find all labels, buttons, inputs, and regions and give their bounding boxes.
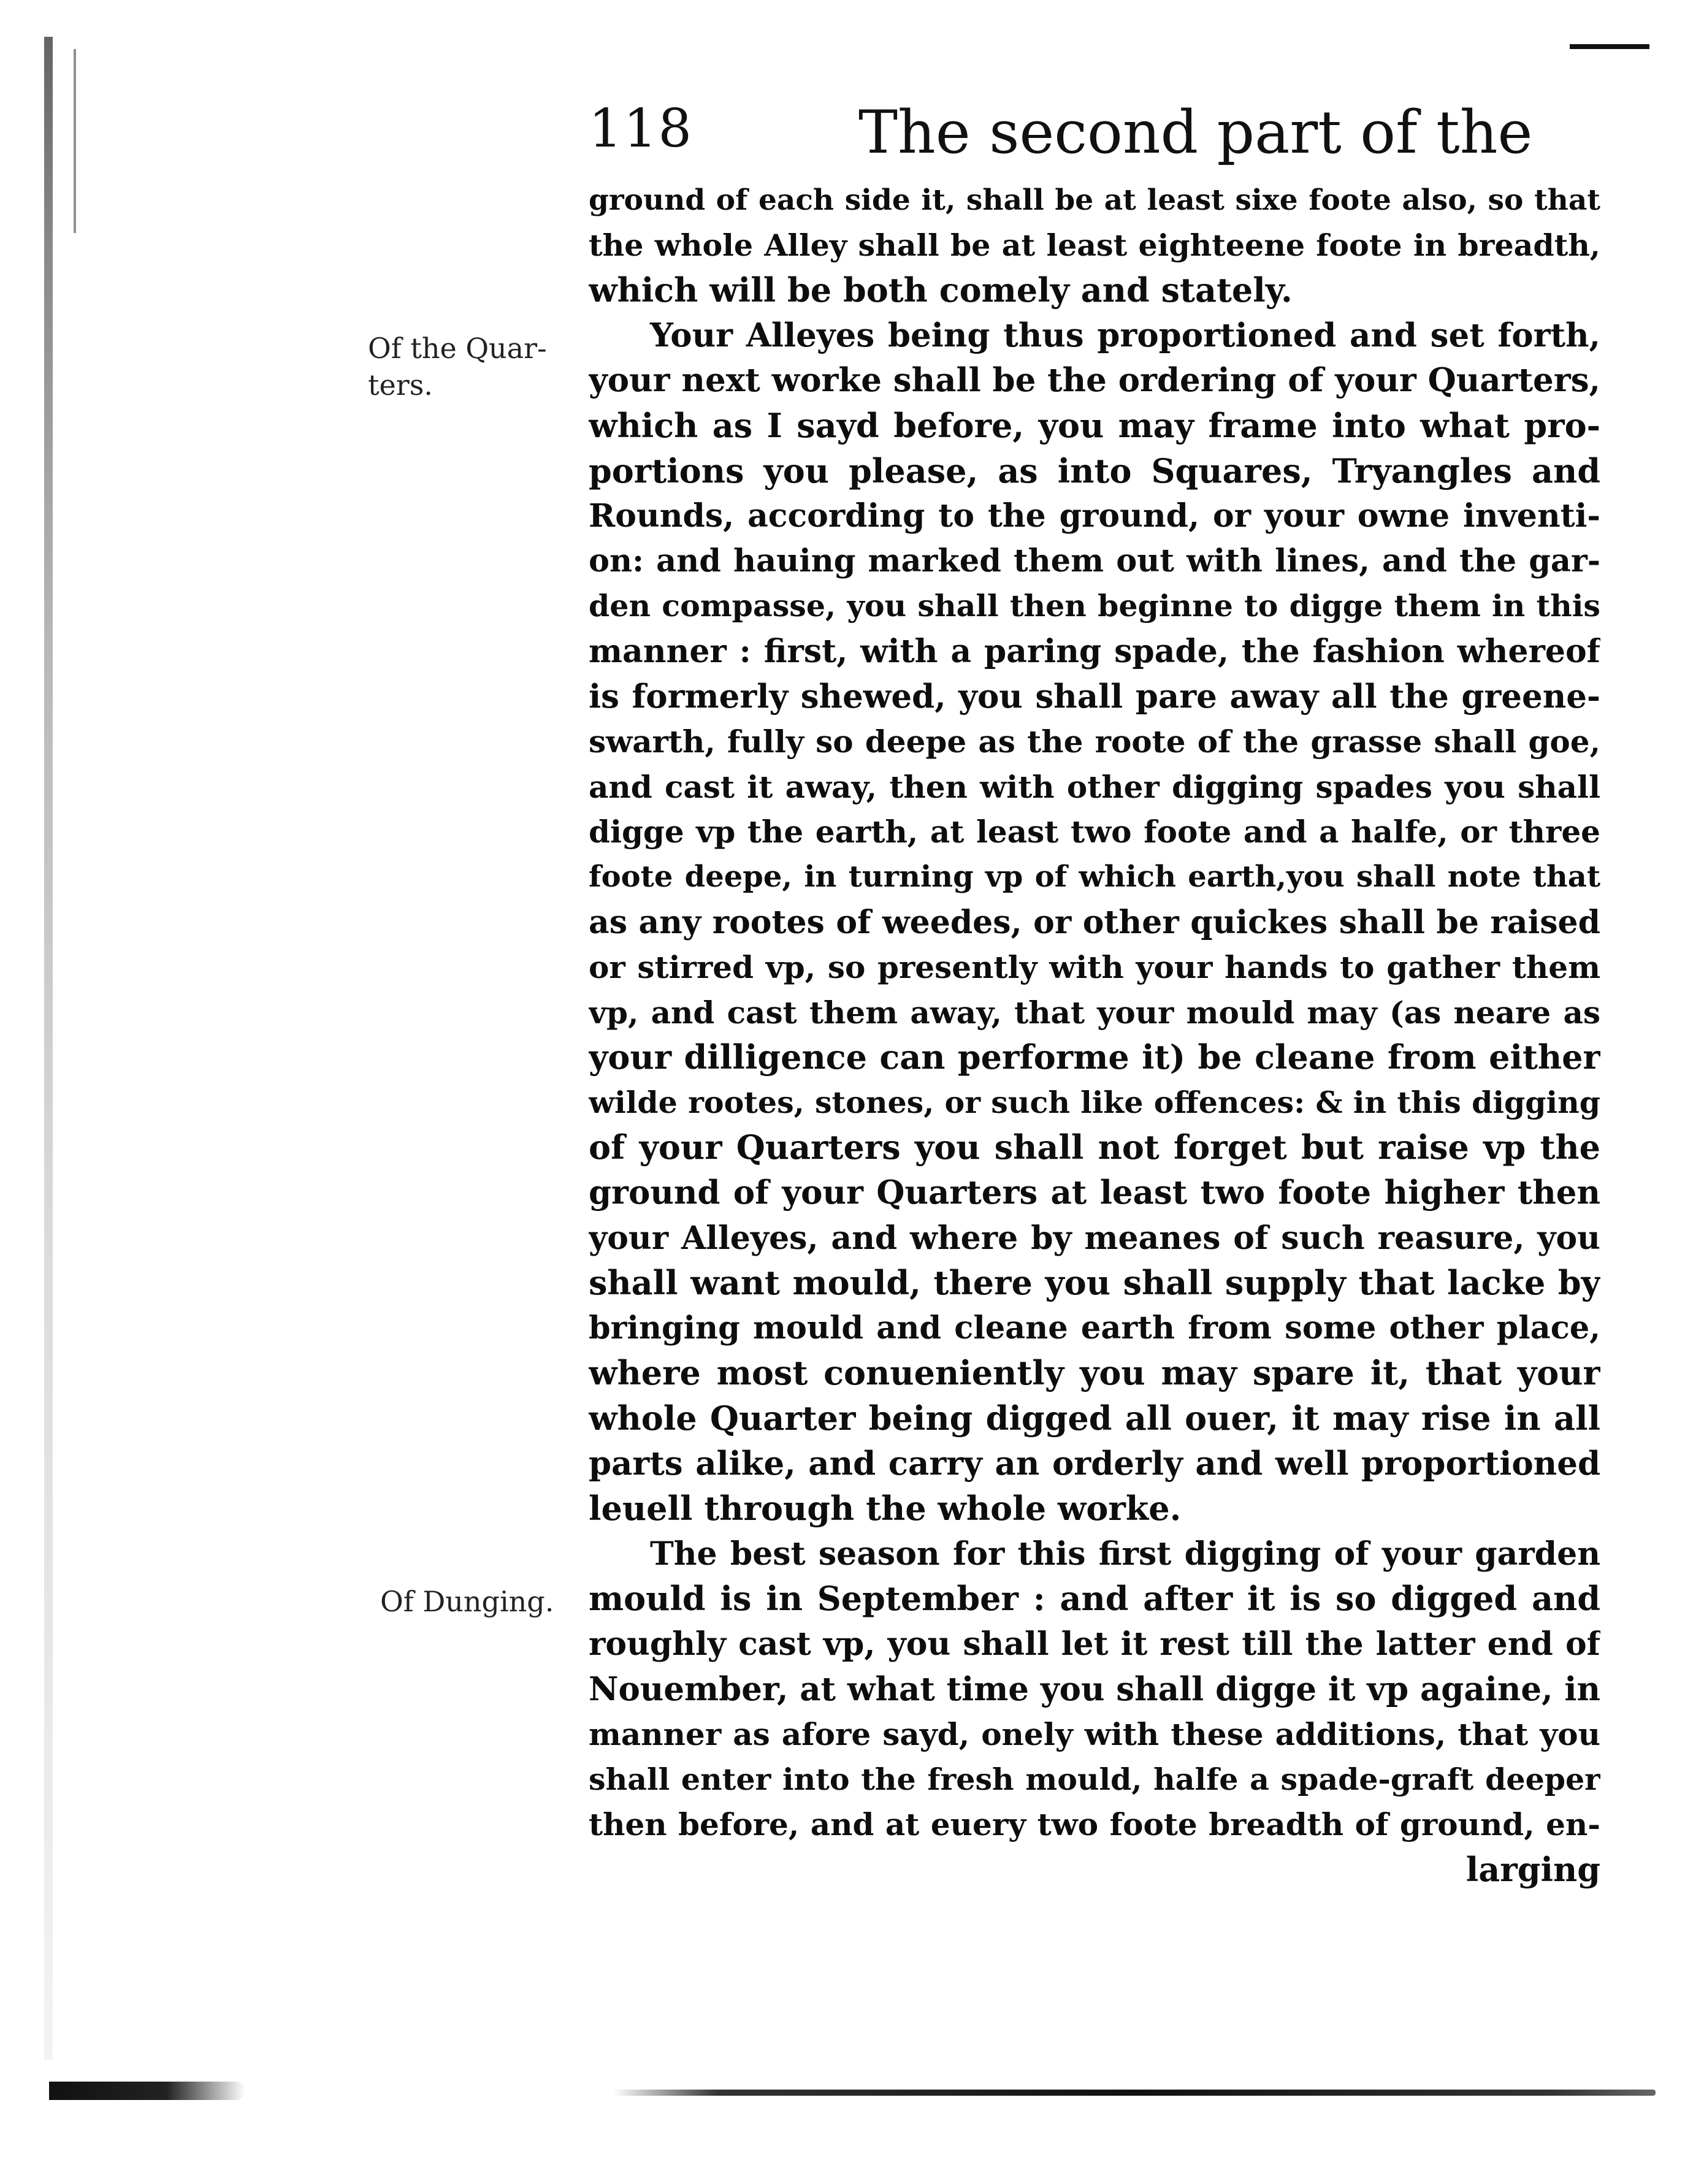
text-line: leuell through the whole worke. bbox=[589, 1489, 1182, 1529]
margin-note-dunging bbox=[380, 1583, 589, 1620]
text-line: roughly cast vp, you shall let it rest till the latter end of bbox=[589, 1625, 1600, 1663]
text-line: vp, and cast them away, that your mould may (as neare as bbox=[589, 994, 1600, 1031]
text-line: your next worke shall be the ordering of your Quarters, bbox=[589, 361, 1600, 400]
top-rule bbox=[1570, 44, 1649, 49]
text-line: on: and hauing marked them out with lines, and the gar- bbox=[589, 542, 1600, 579]
text-line: is formerly shewed, you shall pare away all the greene- bbox=[589, 677, 1600, 716]
body-text bbox=[589, 178, 1600, 1893]
text-line: digge vp the earth, at least two foote and a halfe, or three bbox=[589, 814, 1600, 850]
text-line: where most conueniently you may spare it, that your bbox=[589, 1353, 1600, 1393]
text-line: manner as afore sayd, onely with these additions, that you bbox=[589, 1716, 1600, 1753]
scan-smudge bbox=[49, 2082, 245, 2100]
running-head bbox=[589, 92, 1607, 166]
text-line: your Alleyes, and where by meanes of such reasure, you bbox=[589, 1219, 1600, 1257]
text-line: Nouember, at what time you shall digge it vp againe, in bbox=[589, 1670, 1600, 1708]
text-line: mould is in September : and after it is so digged and bbox=[589, 1579, 1600, 1619]
text-line: foote deepe, in turning vp of which earth,you shall note that bbox=[589, 859, 1600, 894]
scan-edge-mark bbox=[74, 49, 76, 233]
text-line: or stirred vp, so presently with your hands to gather them bbox=[589, 949, 1600, 986]
text-line: shall want mould, there you shall supply that lacke by bbox=[589, 1263, 1600, 1303]
scan-edge-shadow bbox=[44, 37, 53, 2060]
margin-note-text: Of the Quar- ters. bbox=[368, 332, 547, 402]
text-line: den compasse, you shall then beginne to digge them in this bbox=[589, 588, 1600, 624]
text-line: bringing mould and cleane earth from some other place, bbox=[589, 1309, 1600, 1346]
text-line: manner : first, with a paring spade, the fashion whereof bbox=[589, 632, 1600, 670]
text-line: swarth, fully so deepe as the roote of the grasse shall goe, bbox=[589, 724, 1600, 760]
text-line: which as I sayd before, you may frame into what pro- bbox=[589, 405, 1600, 445]
text-line: The best season for this first digging of your garden bbox=[650, 1535, 1600, 1573]
text-line: portions you please, as into Squares, Tryangles and bbox=[589, 451, 1600, 491]
catchword: larging bbox=[1465, 1849, 1600, 1889]
bottom-rule bbox=[613, 2090, 1656, 2096]
text-line: whole Quarter being digged all ouer, it may rise in all bbox=[589, 1399, 1600, 1438]
text-line: as any rootes of weedes, or other quickes shall be raised bbox=[589, 903, 1600, 941]
text-line: parts alike, and carry an orderly and well proportioned bbox=[589, 1444, 1600, 1483]
text-line: then before, and at euery two foote breadth of ground, en- bbox=[589, 1806, 1600, 1843]
text-line: ground of your Quarters at least two foote higher then bbox=[589, 1174, 1600, 1212]
text-line: and cast it away, then with other digging spades you shall bbox=[589, 768, 1600, 805]
page-number: 118 bbox=[589, 98, 693, 159]
running-title: The second part of the bbox=[858, 98, 1533, 167]
text-line: ground of each side it, shall be at least sixe foote also, so that bbox=[589, 183, 1600, 217]
text-line: of your Quarters you shall not forget but raise vp the bbox=[589, 1128, 1600, 1167]
text-line: Rounds, according to the ground, or your owne inventi- bbox=[589, 497, 1600, 535]
text-line: your dilligence can performe it) be cleane from either bbox=[589, 1037, 1600, 1077]
text-line: which will be both comely and stately. bbox=[589, 270, 1293, 310]
margin-note-text: Of Dunging. bbox=[380, 1585, 554, 1618]
text-line: wilde rootes, stones, or such like offences: & in this digging bbox=[589, 1084, 1600, 1120]
text-line: Your Alleyes being thus proportioned and set forth, bbox=[650, 316, 1600, 354]
text-line: shall enter into the fresh mould, halfe a spade-graft deeper bbox=[589, 1761, 1600, 1797]
margin-note-quarters bbox=[368, 330, 576, 403]
text-line: the whole Alley shall be at least eighteene foote in breadth, bbox=[589, 227, 1600, 263]
